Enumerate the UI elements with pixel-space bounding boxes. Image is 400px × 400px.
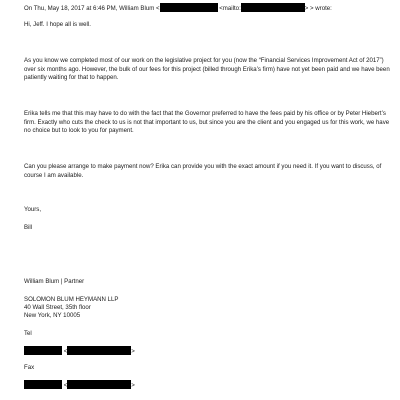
- header-mailto: <mailto:: [219, 5, 241, 12]
- close-bracket: >: [131, 382, 135, 389]
- paragraph-1: As you know we completed most of our work on the legislative project for you (now the “Financial Services Improvement Act of 2017”) over six months ago. However, the bulk of our fees for this project (billed through Erika’s firm) have not yet been paid and we have been patiently waiting for that to happen.: [24, 57, 390, 82]
- open-bracket: <: [63, 348, 68, 355]
- redacted-fax: [24, 380, 62, 389]
- fax-row: [24, 380, 135, 391]
- paragraph-2: Erika tells me that this may have to do with the fact that the Governor preferred to have the fees paid by his office or by Peter Hiebert’s firm. Exactly who cuts the check to us is not that important to us, but since you are the client and you engaged us for this work, we have no choice but to look to you for payment.: [24, 110, 390, 135]
- header-suffix: > > wrote:: [304, 5, 332, 12]
- open-bracket: <: [63, 382, 68, 389]
- closing: Yours,: [24, 206, 42, 213]
- tel-row: [24, 346, 135, 357]
- signoff-name: Bill: [24, 224, 33, 231]
- greeting: Hi, Jeff. I hope all is well.: [24, 21, 91, 28]
- redacted-phone-link: [67, 346, 131, 355]
- signature-address-1: 40 Wall Street, 35th floor: [24, 304, 91, 311]
- signature-firm: SOLOMON BLUM HEYMANN LLP: [24, 296, 119, 303]
- redacted-phone: [24, 346, 62, 355]
- signature-name: William Blum | Partner: [24, 278, 85, 285]
- fax-label: Fax: [24, 364, 35, 371]
- signature-address-2: New York, NY 10005: [24, 312, 81, 319]
- redacted-email: [241, 3, 305, 12]
- redacted-email: [160, 3, 218, 12]
- redacted-fax-link: [67, 380, 131, 389]
- reply-header: [24, 3, 332, 14]
- email-body: [24, 0, 396, 400]
- header-prefix: On Thu, May 18, 2017 at 6:46 PM, William Blum <: [24, 5, 160, 12]
- tel-label: Tel: [24, 330, 32, 337]
- close-bracket: >: [131, 348, 135, 355]
- paragraph-3: Can you please arrange to make payment now? Erika can provide you with the exact amount if you need it. If you want to discuss, of course I am available.: [24, 163, 382, 179]
